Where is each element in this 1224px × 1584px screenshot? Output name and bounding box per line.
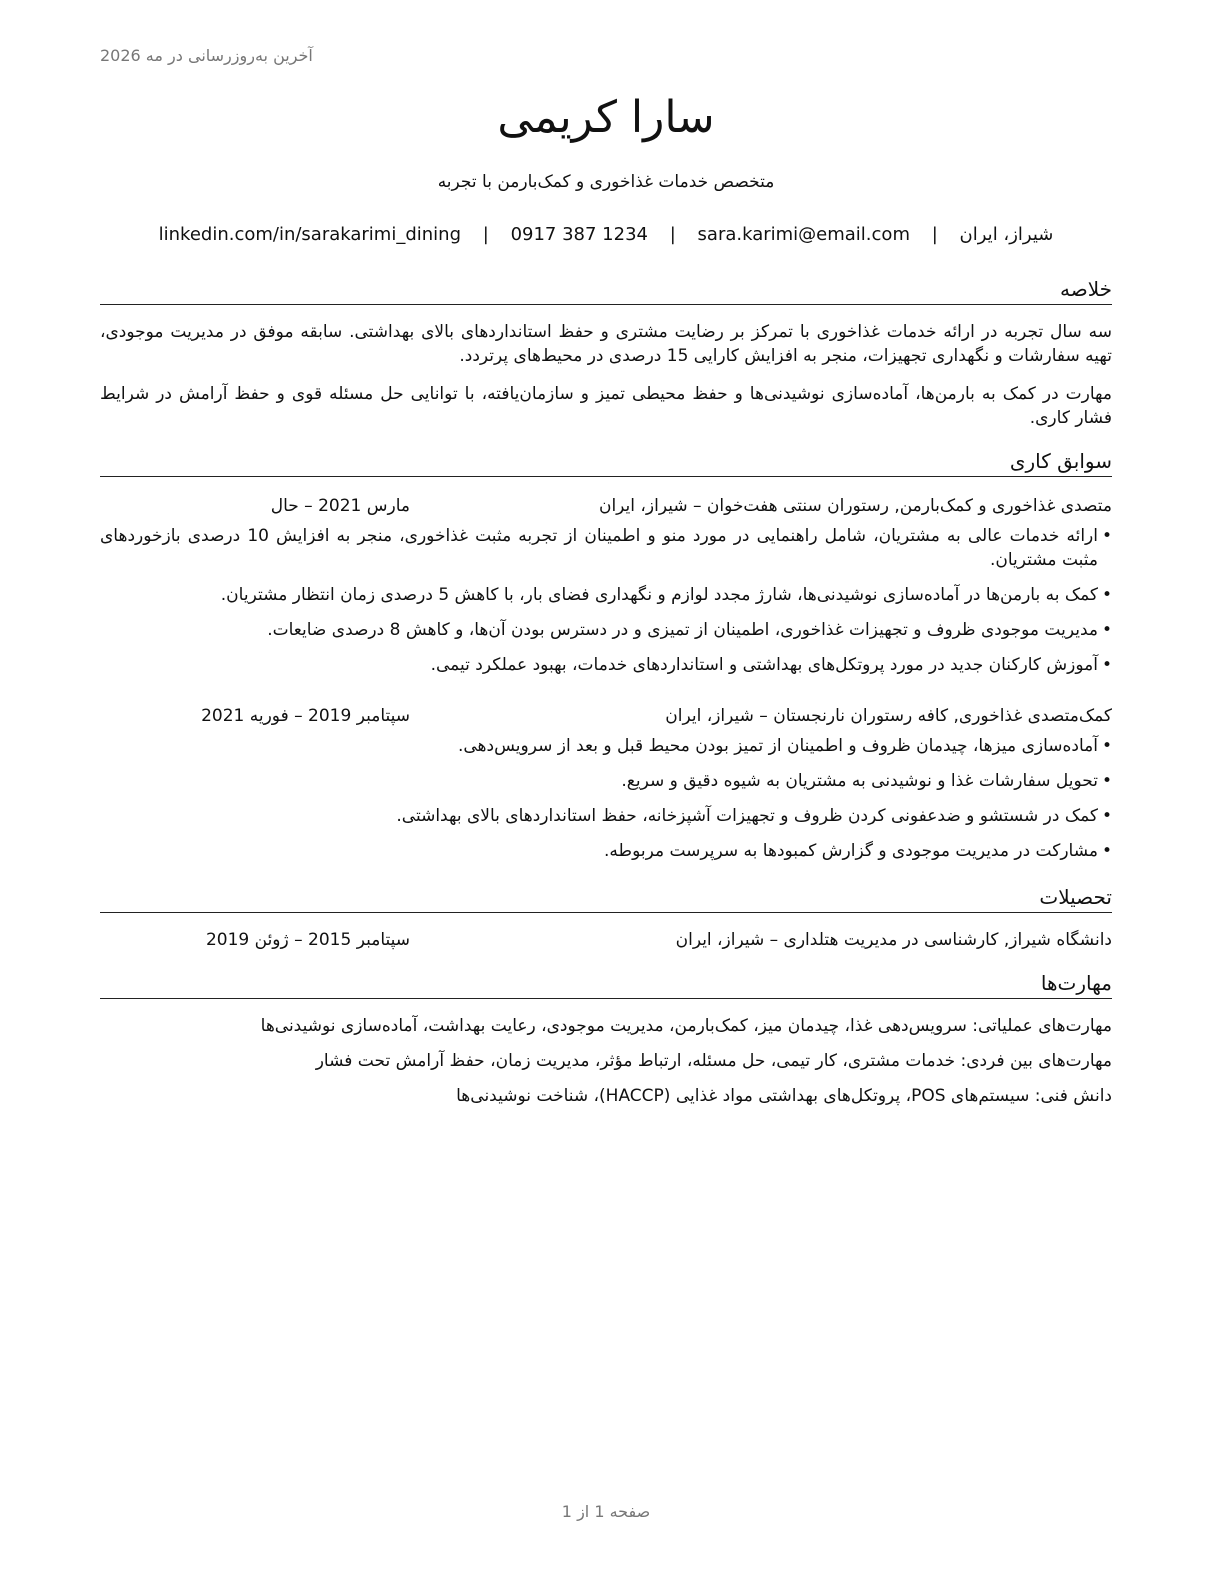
job-bullet: • کمک به بارمن‌ها در آماده‌سازی نوشیدنی‌ها، شارژ مجدد لوازم و نگهداری فضای بار، با کاهش 5 درصدی زمان انتظار مشتریان. [100, 583, 1112, 607]
job-bullet: • مدیریت موجودی ظروف و تجهیزات غذاخوری، اطمینان از تمیزی و در دسترس بودن آن‌ها، و کاهش 8 درصدی ضایعات. [100, 618, 1112, 642]
education-entry [100, 928, 1112, 952]
contact-separator: | [669, 224, 676, 245]
candidate-name: سارا کریمی [497, 92, 715, 143]
job-title: متصدی غذاخوری و کمک‌بارمن, رستوران سنتی هفت‌خوان – شیراز، ایران [598, 496, 1112, 516]
summary-heading: خلاصه [100, 276, 1112, 305]
skills-list [100, 1014, 1112, 1119]
skills-heading: مهارت‌ها [100, 970, 1112, 999]
education-degree: دانشگاه شیراز, کارشناسی در مدیریت هتلداری – شیراز، ایران [675, 930, 1112, 950]
contact-separator: | [482, 224, 489, 245]
job-bullets [100, 734, 1112, 874]
page-number: صفحه 1 از 1 [561, 1502, 651, 1521]
skills-line: مهارت‌های بین فردی: خدمات مشتری، کار تیمی، حل مسئله، ارتباط مؤثر، مدیریت زمان، حفظ آرامش تحت فشار [315, 1051, 1112, 1071]
job-bullets [100, 524, 1112, 688]
skills-line: مهارت‌های عملیاتی: سرویس‌دهی غذا، چیدمان میز، کمک‌بارمن، مدیریت موجودی، رعایت بهداشت، آماده‌سازی نوشیدنی‌ها [260, 1016, 1112, 1036]
job-bullet: • کمک در شستشو و ضدعفونی کردن ظروف و تجهیزات آشپزخانه، حفظ استانداردهای بالای بهداشتی. [100, 804, 1112, 828]
job-dates: مارس 2021 – حال [270, 496, 410, 516]
skills-line: دانش فنی: سیستم‌های POS، پروتکل‌های بهداشتی مواد غذایی (HACCP)، شناخت نوشیدنی‌ها [456, 1086, 1112, 1106]
education-dates: سپتامبر 2015 – ژوئن 2019 [205, 930, 410, 950]
contact-linkedin[interactable]: linkedin.com/in/sarakarimi_dining [158, 224, 462, 245]
job-dates: سپتامبر 2019 – فوریه 2021 [201, 706, 410, 726]
job-bullet: • ارائه خدمات عالی به مشتریان، شامل راهنمایی در مورد منو و اطمینان از تجربه مثبت غذاخوری، منجر به افزایش 10 درصدی بازخوردهای مثبت مشتریان. [100, 524, 1112, 572]
candidate-tagline: متخصص خدمات غذاخوری و کمک‌بارمن با تجربه [437, 172, 775, 192]
job-bullet: • آماده‌سازی میزها، چیدمان ظروف و اطمینان از تمیز بودن محیط قبل و بعد از سرویس‌دهی. [100, 734, 1112, 758]
last-updated: آخرین به‌روزرسانی در مه 2026 [100, 46, 313, 65]
job-bullet: • آموزش کارکنان جدید در مورد پروتکل‌های بهداشتی و استانداردهای خدمات، بهبود عملکرد تیمی. [100, 653, 1112, 677]
contact-phone: 0917 387 1234 [510, 224, 648, 245]
contact-email[interactable]: sara.karimi@email.com [697, 224, 910, 245]
summary-paragraph: مهارت در کمک به بارمن‌ها، آماده‌سازی نوشیدنی‌ها و حفظ محیطی تمیز و سازمان‌یافته، با توانایی حل مسئله قوی و حفظ آرامش در شرایط فشار کاری. [100, 384, 1112, 428]
job-title: کمک‌متصدی غذاخوری, کافه رستوران نارنجستان – شیراز، ایران [665, 706, 1112, 726]
job-header [100, 704, 1112, 728]
job-bullet: • تحویل سفارشات غذا و نوشیدنی به مشتریان به شیوه دقیق و سریع. [100, 769, 1112, 793]
resume-page [100, 0, 1112, 1584]
contact-location: شیراز، ایران [959, 224, 1054, 245]
contact-line [100, 224, 1112, 245]
summary-paragraph: سه سال تجربه در ارائه خدمات غذاخوری با تمرکز بر رضایت مشتری و حفظ استانداردهای بالای بهداشتی. سابقه موفق در مدیریت موجودی، تهیه سفارشات و نگهداری تجهیزات، منجر به افزایش کارایی 15 درصدی در محیط‌های پرتردد. [100, 322, 1112, 366]
job-bullet: • مشارکت در مدیریت موجودی و گزارش کمبودها به سرپرست مربوطه. [100, 839, 1112, 863]
experience-heading: سوابق کاری [100, 448, 1112, 477]
education-heading: تحصیلات [100, 884, 1112, 913]
contact-separator: | [931, 224, 938, 245]
job-header [100, 494, 1112, 518]
